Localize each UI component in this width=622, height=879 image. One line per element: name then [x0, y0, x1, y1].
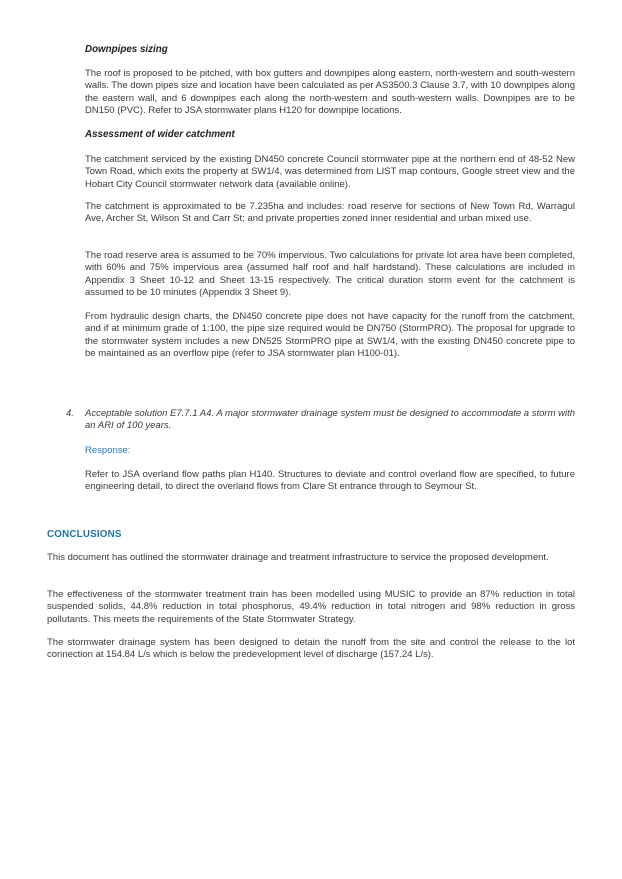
downpipes-heading: Downpipes sizing — [85, 44, 168, 55]
catchment-heading: Assessment of wider catchment — [85, 129, 235, 140]
catchment-paragraph-1: The catchment serviced by the existing DN450 concrete Council stormwater pipe at the northern end of 48-52 New Town Road, which exits the property at SW1/4, was determined from LIST map contours, Google street view and the Hobart City Council stormwater network data (available online). — [85, 154, 575, 190]
conclusions-paragraph-3: The stormwater drainage system has been designed to detain the runoff from the site and control the release to the lot connection at 154.84 L/s which is below the predevelopment level of discharge (157.24 L/s). — [47, 637, 575, 661]
catchment-paragraph-3: The road reserve area is assumed to be 70% impervious. Two calculations for private lot area have been completed, with 60% and 75% impervious area (assumed half roof and half hardstand). These calculations are included in Appendix 3 Sheet 10-12 and Sheet 13-15 respectively. The critical duration storm event for the catchment is assumed to be 10 minutes (Appendix 3 Sheet 9). — [85, 250, 575, 298]
conclusions-heading: CONCLUSIONS — [47, 529, 122, 540]
catchment-paragraph-2: The catchment is approximated to be 7.235ha and includes: road reserve for sections of New Town Rd, Warragul Ave, Archer St, Wilson St and Carr St; and private properties zoned inner residential and urban mixed use. — [85, 201, 575, 225]
response-paragraph: Refer to JSA overland flow paths plan H140. Structures to deviate and control overland flow are specified, to future engineering detail, to direct the overland flows from Clare St entrance through to Seymour St. — [85, 469, 575, 493]
catchment-paragraph-4: From hydraulic design charts, the DN450 concrete pipe does not have capacity for the runoff from the catchment, and if at minimum grade of 1:100, the pipe size required would be DN750 (StormPRO). The proposal for upgrade to the stormwater system includes a new DN525 StormPRO pipe at SW1/4, with the existing DN450 concrete pipe to be maintained as an overflow pipe (refer to JSA stormwater plan H100-01). — [85, 311, 575, 359]
item-number: 4. — [66, 408, 74, 419]
acceptable-solution-text: Acceptable solution E7.7.1 A4. A major stormwater drainage system must be designed to accommodate a storm with an ARI of 100 years. — [85, 408, 576, 432]
downpipes-paragraph: The roof is proposed to be pitched, with box gutters and downpipes along eastern, north-western and south-western walls. The down pipes size and location have been calculated as per AS3500.3 Clause 3.7, with 10 downpipes along the eastern wall, and 6 downpipes each along the north-western and south-western walls. Downpipes are to be DN150 (PVC). Refer to JSA stormwater plans H120 for downpipe locations. — [85, 68, 575, 116]
conclusions-paragraph-1: This document has outlined the stormwater drainage and treatment infrastructure to service the proposed development. — [47, 552, 549, 563]
conclusions-paragraph-2: The effectiveness of the stormwater treatment train has been modelled using MUSIC to provide an 87% reduction in total suspended solids, 44.8% reduction in total phosphorus, 49.4% reduction in total nitrogen and 98% reduction in gross pollutants. This meets the requirements of the State Stormwater Strategy. — [47, 589, 575, 625]
response-label: Response: — [85, 445, 131, 456]
